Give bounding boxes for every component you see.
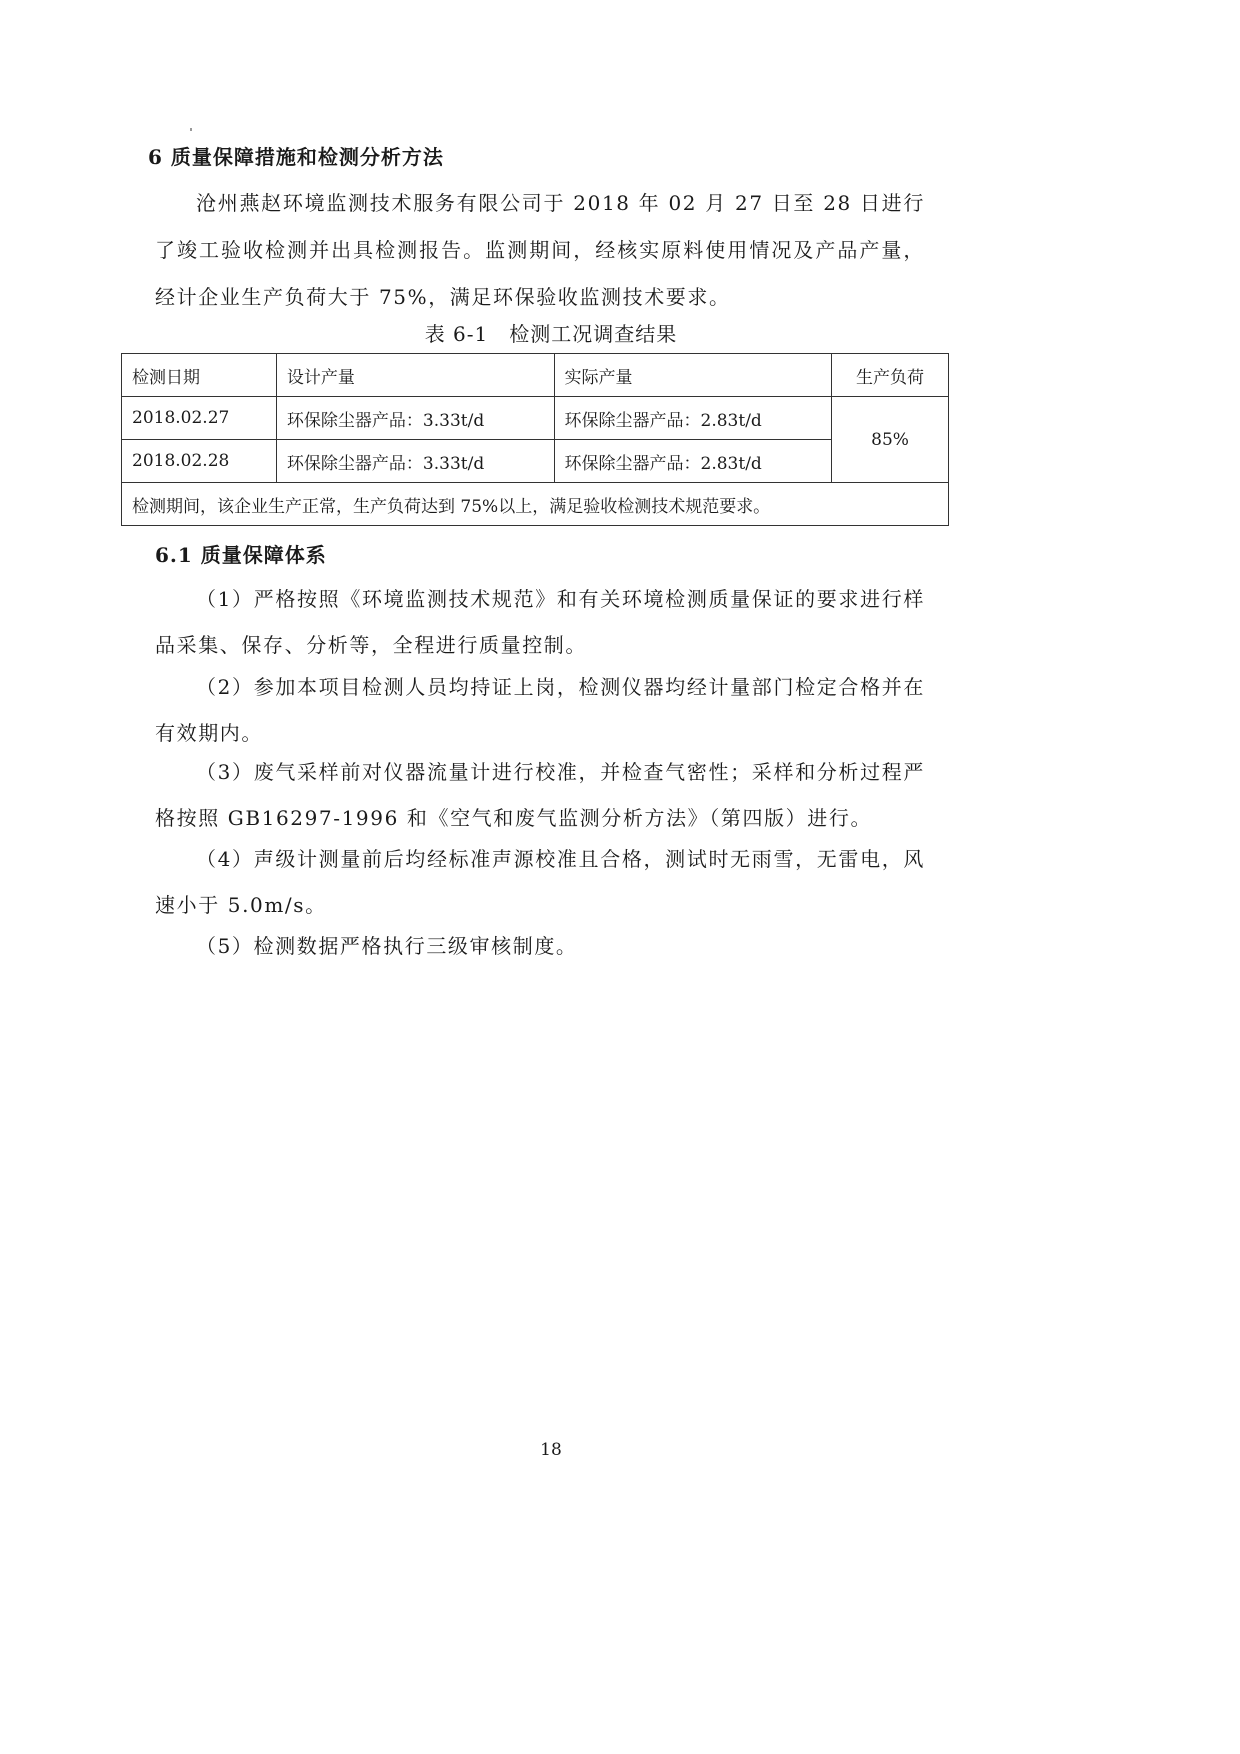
table-row [122,397,949,440]
quality-item-3: （3）废气采样前对仪器流量计进行校准，并检查气密性；采样和分析过程严格按照 GB16297-1996 和《空气和废气监测分析方法》（第四版）进行。 [155,760,925,830]
cell-actual: 环保除尘器产品：2.83t/d [554,440,832,483]
header-cell-load: 生产负荷 [832,354,949,397]
intro-paragraph: 沧州燕赵环境监测技术服务有限公司于 2018 年 02 月 27 日至 28 日进行了竣工验收检测并出具检测报告。监测期间，经核实原料使用情况及产品产量，经计企业生产负荷大于 75%，满足环保验收监测技术要求。 [155,191,925,309]
quality-item-2: （2）参加本项目检测人员均持证上岗，检测仪器均经计量部门检定合格并在有效期内。 [155,675,925,745]
cell-date: 2018.02.28 [122,440,277,483]
quality-item-5: （5）检测数据严格执行三级审核制度。 [196,934,578,958]
condition-table [121,353,949,526]
page-number: 18 [540,1440,562,1460]
cell-load: 85% [832,397,949,483]
subsection-title: 6.1 质量保障体系 [155,543,327,567]
section-heading: 6 质量保障措施和检测分析方法 [148,145,444,169]
header-cell-actual: 实际产量 [554,354,832,397]
table-note-row [122,483,949,526]
quality-item-4: （4）声级计测量前后均经标准声源校准且合格，测试时无雨雪，无雷电，风速小于 5.0m/s。 [155,847,925,917]
cell-design: 环保除尘器产品：3.33t/d [276,397,554,440]
cell-date: 2018.02.27 [122,397,277,440]
cell-design: 环保除尘器产品：3.33t/d [276,440,554,483]
header-cell-date: 检测日期 [122,354,277,397]
table-caption: 表 6-1 检测工况调查结果 [424,322,678,346]
table-note: 检测期间，该企业生产正常，生产负荷达到 75%以上，满足验收检测技术规范要求。 [122,483,949,526]
table-header-row [122,354,949,397]
header-cell-design: 设计产量 [276,354,554,397]
table-row [122,440,949,483]
quality-item-1: （1）严格按照《环境监测技术规范》和有关环境检测质量保证的要求进行样品采集、保存、分析等，全程进行质量控制。 [155,587,925,657]
scan-speck [190,128,192,131]
cell-actual: 环保除尘器产品：2.83t/d [554,397,832,440]
